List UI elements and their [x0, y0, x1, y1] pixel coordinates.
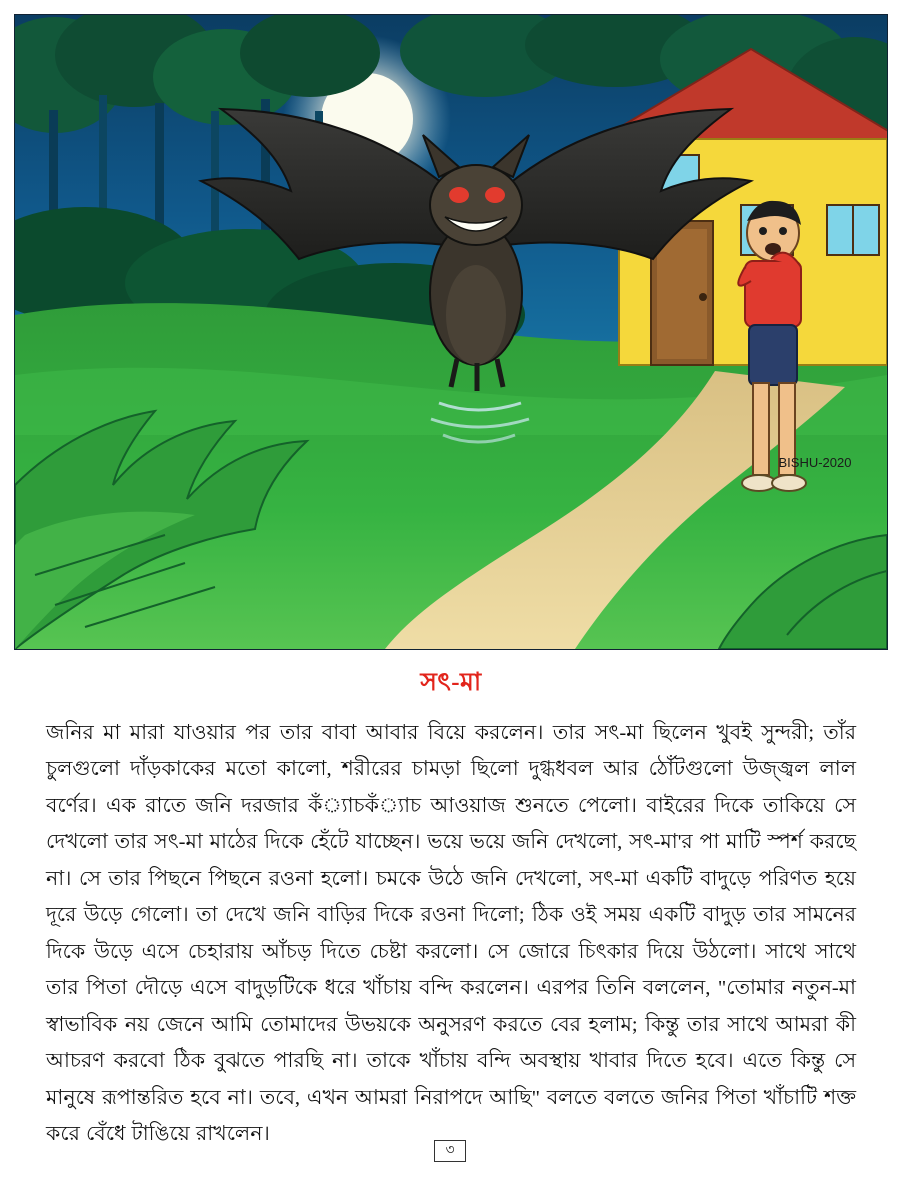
page-number: ৩	[434, 1140, 466, 1162]
story-illustration	[14, 14, 888, 650]
illustration-canvas	[15, 15, 887, 649]
story-title: সৎ-মা	[420, 669, 482, 696]
story-body: জনির মা মারা যাওয়ার পর তার বাবা আবার বিয়ে করলেন। তার সৎ-মা ছিলেন খুবই সুন্দরী; তাঁর চুলগুলো দাঁড়কাকের মতো কালো, শরীরের চামড়া ছিলো দুগ্ধধবল আর ঠোঁটগুলো উজ্জ্বল লাল বর্ণের। এক রাতে জনি দরজার কঁ্যাচকঁ্যাচ আওয়াজ শুনতে পেলো। বাইরের দিকে তাকিয়ে সে দেখলো তার সৎ-মা মাঠের দিকে হেঁটে যাচ্ছেন। ভয়ে ভয়ে জনি দেখলো, সৎ-মা'র পা মাটি স্পর্শ করছে না। সে তার পিছনে পিছনে রওনা হলো। চমকে উঠে জনি দেখলো, সৎ-মা একটি বাদুড়ে পরিণত হয়ে দূরে উড়ে গেলো। তা দেখে জনি বাড়ির দিকে রওনা দিলো; ঠিক ওই সময় একটি বাদুড় তার সামনের দিকে উড়ে এসে চেহারায় আঁচড় দিতে চেষ্টা করলো। সে জোরে চিৎকার দিয়ে উঠলো। সাথে সাথে তার পিতা দৌড়ে এসে বাদুড়টিকে ধরে খাঁচায় বন্দি করলেন। এরপর তিনি বললেন, "তোমার নতুন-মা স্বাভাবিক নয় জেনে আমি তোমাদের উভয়কে অনুসরণ করতে বের হলাম; কিন্তু তার সাথে আমরা কী আচরণ করবো ঠিক বুঝতে পারছি না। তাকে খাঁচায় বন্দি অবস্থায় খাবার দিতে হবে। এতে কিন্তু সে মানুষে রূপান্তরিত হবে না। তবে, এখন আমরা নিরাপদে আছি" বলতে বলতে জনির পিতা খাঁচাটি শক্ত করে বেঁধে টাঙিয়ে রাখলেন।	[46, 722, 856, 1146]
story-text-block	[46, 662, 856, 1153]
artist-signature: BISHU-2020	[778, 455, 852, 470]
page-number-container	[0, 1140, 900, 1162]
